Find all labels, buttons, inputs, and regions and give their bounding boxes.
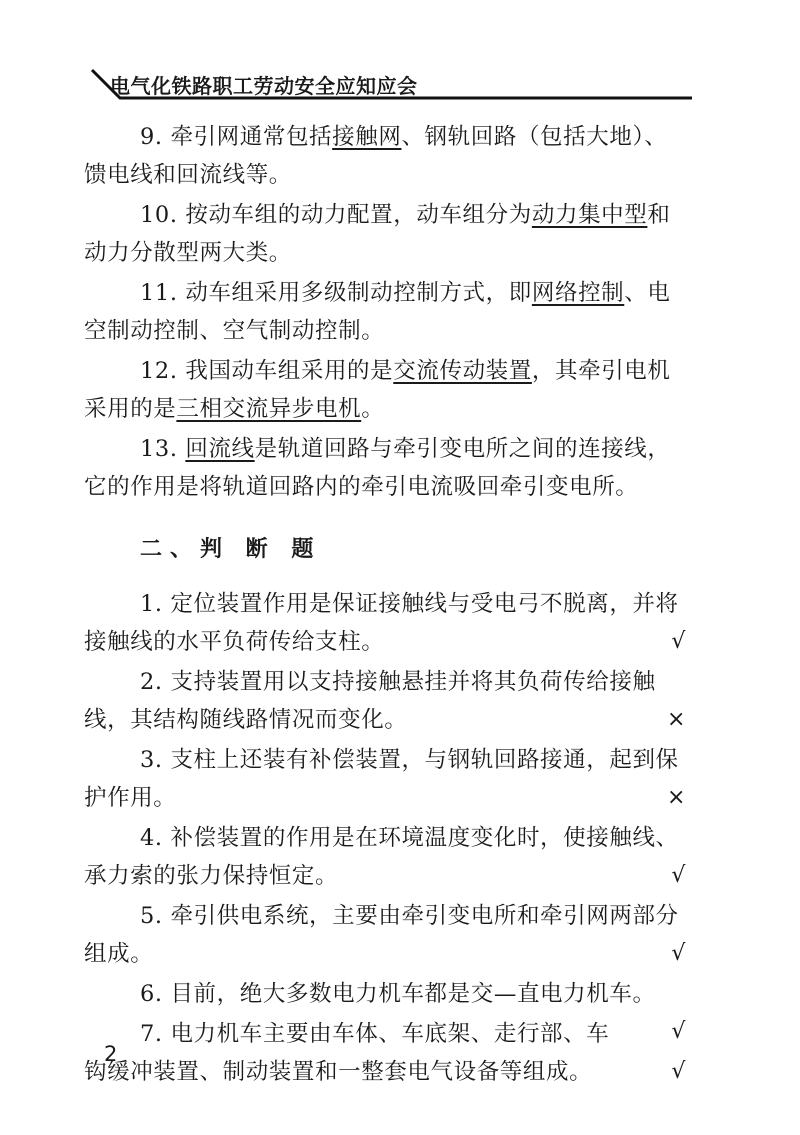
- item-text: 补偿装置的作用是在环境温度变化时，使接触线、承力索的张力保持恒定。: [84, 825, 679, 889]
- answer-underlined: 动力集中型: [531, 202, 648, 228]
- answer-underlined: 三相交流异步电机: [176, 396, 362, 422]
- page-header: [0, 0, 800, 110]
- item-text: 和动力分散型两大类。: [84, 202, 671, 266]
- item-number: 1.: [140, 591, 163, 617]
- item-number: 11.: [140, 280, 178, 306]
- item-text: 。: [361, 396, 385, 422]
- fill-in-item: [84, 430, 690, 506]
- item-text: ，其牵引电机采用的是: [84, 358, 671, 422]
- item-number: 7.: [140, 1021, 163, 1047]
- answer-underlined: 交流传动装置: [393, 358, 532, 384]
- item-text: 定位装置作用是保证接触线与受电弓不脱离，并将接触线的水平负荷传给支柱。: [84, 591, 679, 655]
- item-number: 5.: [140, 903, 163, 929]
- true-false-item: [84, 1015, 690, 1091]
- answer-underlined: 回流线: [185, 436, 255, 462]
- item-text: 、钢轨回路（包括大地）、馈电线和回流线等。: [84, 124, 668, 188]
- true-false-item: [84, 819, 690, 895]
- item-number: 9.: [140, 124, 163, 150]
- item-text: 、电空制动控制、空气制动控制。: [84, 280, 671, 344]
- item-text: 动车组采用多级制动控制方式，即: [185, 280, 532, 306]
- item-text: 牵引网通常包括: [170, 124, 333, 150]
- item-number: 4.: [140, 825, 163, 851]
- cross-mark-icon: ×: [666, 785, 686, 810]
- item-text: 目前，绝大多数电力机车都是交—直电力机车。: [170, 981, 656, 1007]
- item-text: 支持装置用以支持接触悬挂并将其负荷传给接触线，其结构随线路情况而变化。: [84, 669, 656, 733]
- check-mark-icon: √: [671, 941, 686, 966]
- answer-underlined: 接触网: [332, 124, 402, 150]
- true-false-item: [84, 663, 690, 739]
- item-number: 12.: [140, 358, 178, 384]
- answer-underlined: 网络控制: [531, 280, 625, 306]
- item-number: 10.: [140, 202, 178, 228]
- fill-in-list: [84, 118, 690, 506]
- item-text: 我国动车组采用的是: [185, 358, 394, 384]
- true-false-item: [84, 585, 690, 661]
- check-mark-icon: √: [671, 629, 686, 654]
- true-false-item: [84, 741, 690, 817]
- check-mark-icon: √: [671, 1059, 686, 1084]
- fill-in-item: [84, 196, 690, 272]
- item-text: 支柱上还装有补偿装置，与钢轨回路接通，起到保护作用。: [84, 747, 679, 811]
- item-number: 2.: [140, 669, 163, 695]
- item-text: 是轨道回路与牵引变电所之间的连接线，它的作用是将轨道回路内的牵引电流吸回牵引变电所。: [84, 436, 671, 500]
- page-body: [84, 118, 690, 1093]
- item-number: 6.: [140, 981, 163, 1007]
- true-false-item: [84, 897, 690, 973]
- check-mark-icon: √: [671, 1019, 686, 1044]
- item-number: 3.: [140, 747, 163, 773]
- true-false-item: [84, 975, 690, 1044]
- page-number: 2: [104, 1042, 118, 1066]
- cross-mark-icon: ×: [666, 707, 686, 732]
- fill-in-item: [84, 274, 690, 350]
- section-heading: 二、判 断 题: [140, 537, 322, 562]
- fill-in-item: [84, 118, 690, 194]
- item-number: 13.: [140, 436, 178, 462]
- true-false-list: [84, 585, 690, 1091]
- item-text: 按动车组的动力配置，动车组分为: [185, 202, 532, 228]
- item-text: 牵引供电系统，主要由牵引变电所和牵引网两部分组成。: [84, 903, 679, 967]
- item-text: 电力机车主要由车体、车底架、走行部、车钩缓冲装置、制动装置和一整套电气设备等组成。: [84, 1021, 610, 1085]
- running-title: 电气化铁路职工劳动安全应知应会: [110, 74, 418, 98]
- check-mark-icon: √: [671, 863, 686, 888]
- fill-in-item: [84, 352, 690, 428]
